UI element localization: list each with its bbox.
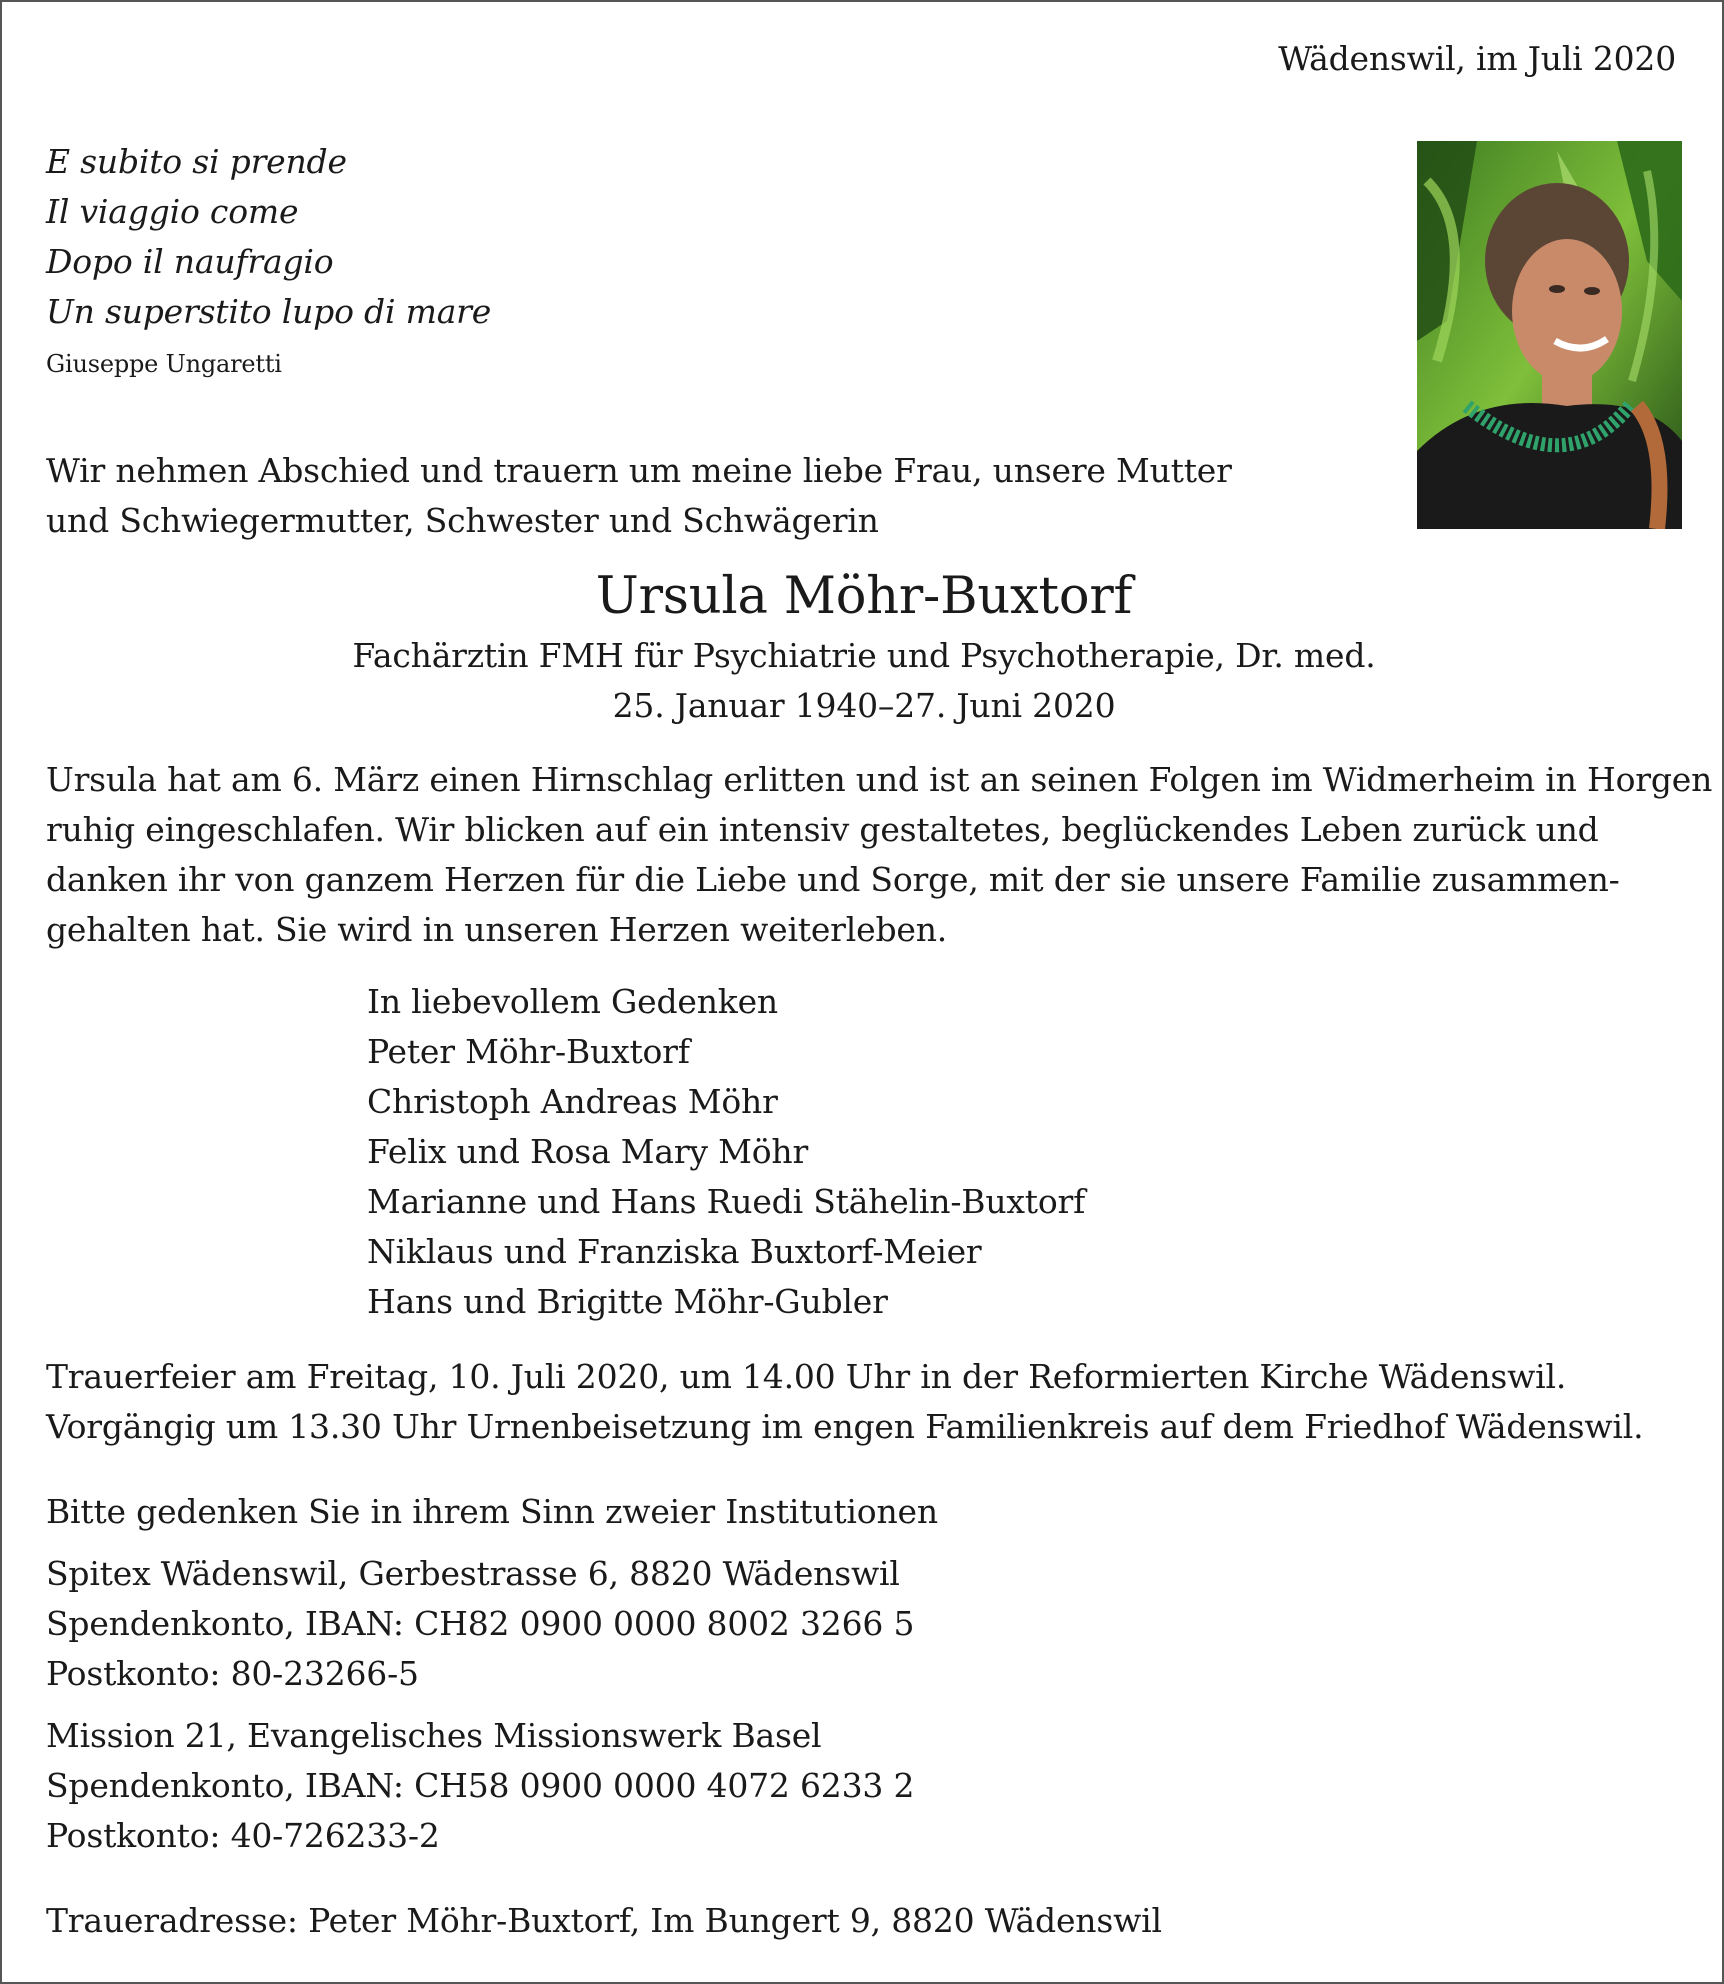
mourner-line: Peter Möhr-Buxtorf (367, 1032, 690, 1071)
body-text (46, 755, 1712, 955)
service-line: Trauerfeier am Freitag, 10. Juli 2020, um 14.00 Uhr in der Reformierten Kirche Wädenswil. (46, 1357, 1567, 1396)
mourning-address: Traueradresse: Peter Möhr-Buxtorf, Im Bungert 9, 8820 Wädenswil (46, 1901, 1162, 1940)
institution-line: Spendenkonto, IBAN: CH82 0900 0000 8002 3266 5 (46, 1604, 915, 1643)
poem-line: E subito si prende (46, 142, 347, 181)
mourner-line: Christoph Andreas Möhr (367, 1082, 778, 1121)
body-line: Ursula hat am 6. März einen Hirnschlag erlitten und ist an seinen Folgen im Widmerheim in Horgen (46, 760, 1713, 799)
institution-line: Postkonto: 80-23266-5 (46, 1654, 419, 1693)
deceased-name: Ursula Möhr-Buxtorf (595, 567, 1133, 626)
institution-spitex (46, 1549, 914, 1699)
intro-text (46, 446, 1232, 546)
poem-line: Il viaggio come (46, 192, 299, 231)
intro-line: und Schwiegermutter, Schwester und Schwägerin (46, 501, 879, 540)
portrait-photo-icon (1417, 141, 1682, 529)
poem-line: Dopo il naufragio (46, 242, 334, 281)
portrait-photo (1417, 141, 1682, 529)
institution-line: Postkonto: 40-726233-2 (46, 1816, 440, 1855)
deceased-profession: Fachärztin FMH für Psychiatrie und Psychotherapie, Dr. med. (352, 636, 1376, 675)
poem-line: Un superstito lupo di mare (46, 292, 492, 331)
service-info (46, 1352, 1643, 1452)
place-date: Wädenswil, im Juli 2020 (1278, 39, 1676, 78)
poem (46, 137, 491, 337)
institution-line: Mission 21, Evangelisches Missionswerk Basel (46, 1716, 822, 1755)
mourner-line: Felix und Rosa Mary Möhr (367, 1132, 809, 1171)
mourner-line: Hans und Brigitte Möhr-Gubler (367, 1282, 888, 1321)
institution-mission21 (46, 1711, 914, 1861)
service-line: Vorgängig um 13.30 Uhr Urnenbeisetzung im engen Familienkreis auf dem Friedhof Wädenswil. (46, 1407, 1644, 1446)
body-line: gehalten hat. Sie wird in unseren Herzen weiterleben. (46, 910, 948, 949)
institution-line: Spendenkonto, IBAN: CH58 0900 0000 4072 6233 2 (46, 1766, 915, 1805)
mourner-line: Marianne und Hans Ruedi Stähelin-Buxtorf (367, 1182, 1086, 1221)
poem-author: Giuseppe Ungaretti (46, 350, 282, 378)
body-line: ruhig eingeschlafen. Wir blicken auf ein intensiv gestaltetes, beglückendes Leben zurück und (46, 810, 1599, 849)
intro-line: Wir nehmen Abschied und trauern um meine liebe Frau, unsere Mutter (46, 451, 1232, 490)
body-line: danken ihr von ganzem Herzen für die Liebe und Sorge, mit der sie unsere Familie zusammen- (46, 860, 1620, 899)
institution-line: Spitex Wädenswil, Gerbestrasse 6, 8820 Wädenswil (46, 1554, 900, 1593)
life-dates: 25. Januar 1940–27. Juni 2020 (612, 686, 1116, 725)
mourner-line: In liebevollem Gedenken (367, 982, 778, 1021)
mourners-list (367, 977, 1085, 1327)
mourner-line: Niklaus und Franziska Buxtorf-Meier (367, 1232, 982, 1271)
donation-intro: Bitte gedenken Sie in ihrem Sinn zweier Institutionen (46, 1492, 938, 1531)
